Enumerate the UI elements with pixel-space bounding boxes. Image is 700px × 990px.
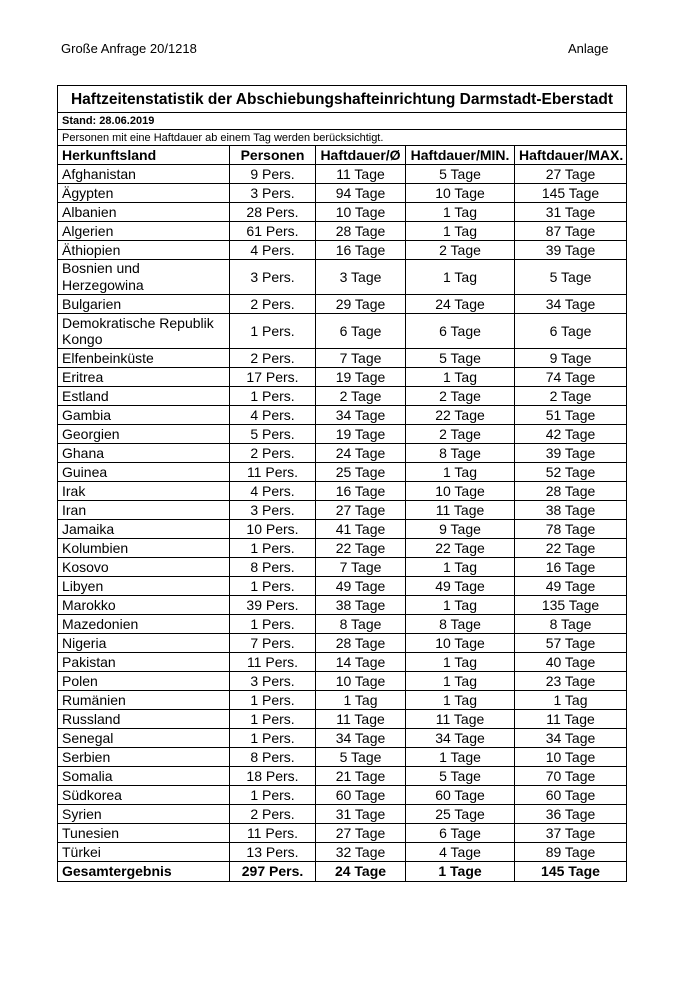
cell-persons: 8 Pers. bbox=[230, 558, 316, 577]
cell-min-duration: 8 Tage bbox=[406, 615, 515, 634]
cell-avg-duration: 19 Tage bbox=[316, 368, 406, 387]
table-row bbox=[58, 295, 627, 314]
cell-country: Iran bbox=[58, 501, 230, 520]
table-row bbox=[58, 425, 627, 444]
cell-persons: 1 Pers. bbox=[230, 539, 316, 558]
cell-min-duration: 1 Tag bbox=[406, 368, 515, 387]
cell-min-duration: 34 Tage bbox=[406, 729, 515, 748]
cell-min-duration: 24 Tage bbox=[406, 295, 515, 314]
cell-country: Ghana bbox=[58, 444, 230, 463]
table-row bbox=[58, 767, 627, 786]
cell-country: Gambia bbox=[58, 406, 230, 425]
cell-min-duration: 6 Tage bbox=[406, 314, 515, 349]
cell-max-duration: 34 Tage bbox=[515, 729, 627, 748]
table-row bbox=[58, 203, 627, 222]
cell-persons: 39 Pers. bbox=[230, 596, 316, 615]
cell-min-duration: 49 Tage bbox=[406, 577, 515, 596]
cell-avg-duration: 38 Tage bbox=[316, 596, 406, 615]
cell-persons: 4 Pers. bbox=[230, 406, 316, 425]
table-row bbox=[58, 501, 627, 520]
cell-avg-duration: 34 Tage bbox=[316, 406, 406, 425]
cell-persons: 4 Pers. bbox=[230, 241, 316, 260]
table-row bbox=[58, 444, 627, 463]
cell-avg-duration: 6 Tage bbox=[316, 314, 406, 349]
column-header-max-duration: Haftdauer/MAX. bbox=[515, 146, 627, 165]
cell-avg-duration: 14 Tage bbox=[316, 653, 406, 672]
table-row bbox=[58, 843, 627, 862]
cell-country: Russland bbox=[58, 710, 230, 729]
cell-max-duration: 28 Tage bbox=[515, 482, 627, 501]
table-note: Personen mit eine Haftdauer ab einem Tag werden berücksichtigt. bbox=[58, 130, 627, 146]
cell-persons: 28 Pers. bbox=[230, 203, 316, 222]
cell-avg-duration: 11 Tage bbox=[316, 710, 406, 729]
cell-country: Bosnien und Herzegowina bbox=[58, 260, 230, 295]
cell-min-duration: 2 Tage bbox=[406, 387, 515, 406]
cell-country: Polen bbox=[58, 672, 230, 691]
cell-avg-duration: 2 Tage bbox=[316, 387, 406, 406]
cell-min-duration: 22 Tage bbox=[406, 539, 515, 558]
cell-persons: 1 Pers. bbox=[230, 615, 316, 634]
table-row bbox=[58, 615, 627, 634]
cell-persons: 5 Pers. bbox=[230, 425, 316, 444]
cell-persons: 2 Pers. bbox=[230, 444, 316, 463]
total-cell-persons: 297 Pers. bbox=[230, 862, 316, 882]
cell-country: Somalia bbox=[58, 767, 230, 786]
cell-persons: 18 Pers. bbox=[230, 767, 316, 786]
table-row bbox=[58, 482, 627, 501]
cell-max-duration: 52 Tage bbox=[515, 463, 627, 482]
cell-persons: 1 Pers. bbox=[230, 577, 316, 596]
cell-min-duration: 1 Tag bbox=[406, 260, 515, 295]
cell-max-duration: 36 Tage bbox=[515, 805, 627, 824]
cell-persons: 7 Pers. bbox=[230, 634, 316, 653]
cell-max-duration: 1 Tag bbox=[515, 691, 627, 710]
cell-persons: 2 Pers. bbox=[230, 295, 316, 314]
cell-max-duration: 60 Tage bbox=[515, 786, 627, 805]
cell-avg-duration: 11 Tage bbox=[316, 165, 406, 184]
cell-avg-duration: 49 Tage bbox=[316, 577, 406, 596]
cell-min-duration: 1 Tag bbox=[406, 463, 515, 482]
total-cell-min-duration: 1 Tage bbox=[406, 862, 515, 882]
detention-statistics-table bbox=[57, 85, 627, 882]
cell-max-duration: 10 Tage bbox=[515, 748, 627, 767]
table-row bbox=[58, 165, 627, 184]
table-row bbox=[58, 729, 627, 748]
cell-country: Algerien bbox=[58, 222, 230, 241]
cell-avg-duration: 7 Tage bbox=[316, 558, 406, 577]
cell-min-duration: 5 Tage bbox=[406, 767, 515, 786]
table-row bbox=[58, 222, 627, 241]
cell-min-duration: 9 Tage bbox=[406, 520, 515, 539]
cell-min-duration: 5 Tage bbox=[406, 349, 515, 368]
cell-min-duration: 1 Tage bbox=[406, 748, 515, 767]
cell-country: Nigeria bbox=[58, 634, 230, 653]
cell-max-duration: 51 Tage bbox=[515, 406, 627, 425]
cell-min-duration: 60 Tage bbox=[406, 786, 515, 805]
cell-max-duration: 38 Tage bbox=[515, 501, 627, 520]
cell-min-duration: 25 Tage bbox=[406, 805, 515, 824]
cell-country: Südkorea bbox=[58, 786, 230, 805]
cell-avg-duration: 24 Tage bbox=[316, 444, 406, 463]
cell-persons: 9 Pers. bbox=[230, 165, 316, 184]
document-reference: Große Anfrage 20/1218 bbox=[61, 41, 197, 56]
cell-persons: 1 Pers. bbox=[230, 710, 316, 729]
table-row bbox=[58, 805, 627, 824]
cell-country: Elfenbeinküste bbox=[58, 349, 230, 368]
cell-max-duration: 39 Tage bbox=[515, 241, 627, 260]
cell-country: Türkei bbox=[58, 843, 230, 862]
cell-country: Mazedonien bbox=[58, 615, 230, 634]
cell-country: Estland bbox=[58, 387, 230, 406]
cell-max-duration: 2 Tage bbox=[515, 387, 627, 406]
cell-avg-duration: 22 Tage bbox=[316, 539, 406, 558]
cell-max-duration: 23 Tage bbox=[515, 672, 627, 691]
cell-max-duration: 57 Tage bbox=[515, 634, 627, 653]
total-cell-country: Gesamtergebnis bbox=[58, 862, 230, 882]
cell-max-duration: 89 Tage bbox=[515, 843, 627, 862]
cell-avg-duration: 32 Tage bbox=[316, 843, 406, 862]
cell-persons: 17 Pers. bbox=[230, 368, 316, 387]
cell-max-duration: 49 Tage bbox=[515, 577, 627, 596]
cell-country: Demokratische Republik Kongo bbox=[58, 314, 230, 349]
column-header-min-duration: Haftdauer/MIN. bbox=[406, 146, 515, 165]
cell-country: Serbien bbox=[58, 748, 230, 767]
cell-max-duration: 42 Tage bbox=[515, 425, 627, 444]
table-date: Stand: 28.06.2019 bbox=[58, 113, 627, 130]
cell-country: Kolumbien bbox=[58, 539, 230, 558]
table-row bbox=[58, 539, 627, 558]
cell-persons: 1 Pers. bbox=[230, 314, 316, 349]
cell-min-duration: 2 Tage bbox=[406, 241, 515, 260]
cell-avg-duration: 21 Tage bbox=[316, 767, 406, 786]
table-row bbox=[58, 786, 627, 805]
table-row bbox=[58, 184, 627, 203]
cell-min-duration: 1 Tag bbox=[406, 672, 515, 691]
cell-avg-duration: 28 Tage bbox=[316, 634, 406, 653]
cell-persons: 1 Pers. bbox=[230, 387, 316, 406]
table-row bbox=[58, 710, 627, 729]
cell-min-duration: 1 Tag bbox=[406, 596, 515, 615]
cell-max-duration: 70 Tage bbox=[515, 767, 627, 786]
cell-min-duration: 1 Tag bbox=[406, 222, 515, 241]
cell-country: Rumänien bbox=[58, 691, 230, 710]
table-row bbox=[58, 672, 627, 691]
cell-max-duration: 8 Tage bbox=[515, 615, 627, 634]
column-header-row bbox=[58, 146, 627, 165]
cell-max-duration: 6 Tage bbox=[515, 314, 627, 349]
cell-avg-duration: 16 Tage bbox=[316, 482, 406, 501]
table-row bbox=[58, 691, 627, 710]
column-header-persons: Personen bbox=[230, 146, 316, 165]
table-row bbox=[58, 463, 627, 482]
cell-min-duration: 10 Tage bbox=[406, 482, 515, 501]
cell-max-duration: 31 Tage bbox=[515, 203, 627, 222]
cell-country: Jamaika bbox=[58, 520, 230, 539]
cell-max-duration: 34 Tage bbox=[515, 295, 627, 314]
column-header-avg-duration: Haftdauer/Ø bbox=[316, 146, 406, 165]
cell-country: Eritrea bbox=[58, 368, 230, 387]
cell-avg-duration: 27 Tage bbox=[316, 824, 406, 843]
cell-min-duration: 1 Tag bbox=[406, 653, 515, 672]
cell-avg-duration: 5 Tage bbox=[316, 748, 406, 767]
cell-persons: 3 Pers. bbox=[230, 501, 316, 520]
cell-country: Tunesien bbox=[58, 824, 230, 843]
cell-country: Ägypten bbox=[58, 184, 230, 203]
table-row bbox=[58, 558, 627, 577]
cell-min-duration: 11 Tage bbox=[406, 501, 515, 520]
table-row bbox=[58, 596, 627, 615]
cell-country: Pakistan bbox=[58, 653, 230, 672]
cell-persons: 4 Pers. bbox=[230, 482, 316, 501]
cell-country: Guinea bbox=[58, 463, 230, 482]
table-row bbox=[58, 634, 627, 653]
cell-avg-duration: 10 Tage bbox=[316, 672, 406, 691]
cell-avg-duration: 10 Tage bbox=[316, 203, 406, 222]
cell-country: Afghanistan bbox=[58, 165, 230, 184]
cell-min-duration: 22 Tage bbox=[406, 406, 515, 425]
cell-persons: 1 Pers. bbox=[230, 691, 316, 710]
cell-country: Kosovo bbox=[58, 558, 230, 577]
cell-avg-duration: 1 Tag bbox=[316, 691, 406, 710]
cell-persons: 3 Pers. bbox=[230, 672, 316, 691]
cell-avg-duration: 27 Tage bbox=[316, 501, 406, 520]
cell-country: Bulgarien bbox=[58, 295, 230, 314]
cell-persons: 3 Pers. bbox=[230, 184, 316, 203]
cell-max-duration: 40 Tage bbox=[515, 653, 627, 672]
total-cell-max-duration: 145 Tage bbox=[515, 862, 627, 882]
cell-avg-duration: 7 Tage bbox=[316, 349, 406, 368]
table-row bbox=[58, 241, 627, 260]
cell-persons: 1 Pers. bbox=[230, 729, 316, 748]
cell-min-duration: 4 Tage bbox=[406, 843, 515, 862]
cell-country: Senegal bbox=[58, 729, 230, 748]
table-row bbox=[58, 520, 627, 539]
cell-min-duration: 11 Tage bbox=[406, 710, 515, 729]
cell-max-duration: 145 Tage bbox=[515, 184, 627, 203]
cell-max-duration: 39 Tage bbox=[515, 444, 627, 463]
cell-min-duration: 1 Tag bbox=[406, 203, 515, 222]
cell-max-duration: 16 Tage bbox=[515, 558, 627, 577]
cell-persons: 13 Pers. bbox=[230, 843, 316, 862]
cell-max-duration: 87 Tage bbox=[515, 222, 627, 241]
cell-persons: 8 Pers. bbox=[230, 748, 316, 767]
table-row bbox=[58, 406, 627, 425]
cell-persons: 3 Pers. bbox=[230, 260, 316, 295]
table-row bbox=[58, 314, 627, 349]
table-row bbox=[58, 368, 627, 387]
cell-avg-duration: 94 Tage bbox=[316, 184, 406, 203]
cell-avg-duration: 19 Tage bbox=[316, 425, 406, 444]
cell-persons: 2 Pers. bbox=[230, 349, 316, 368]
cell-persons: 11 Pers. bbox=[230, 824, 316, 843]
cell-country: Irak bbox=[58, 482, 230, 501]
cell-max-duration: 27 Tage bbox=[515, 165, 627, 184]
table-row bbox=[58, 748, 627, 767]
cell-min-duration: 1 Tag bbox=[406, 691, 515, 710]
table-row bbox=[58, 349, 627, 368]
cell-min-duration: 2 Tage bbox=[406, 425, 515, 444]
cell-min-duration: 10 Tage bbox=[406, 184, 515, 203]
cell-persons: 1 Pers. bbox=[230, 786, 316, 805]
table-row bbox=[58, 387, 627, 406]
cell-max-duration: 78 Tage bbox=[515, 520, 627, 539]
cell-max-duration: 135 Tage bbox=[515, 596, 627, 615]
cell-max-duration: 37 Tage bbox=[515, 824, 627, 843]
cell-max-duration: 74 Tage bbox=[515, 368, 627, 387]
table-row bbox=[58, 577, 627, 596]
cell-max-duration: 11 Tage bbox=[515, 710, 627, 729]
cell-avg-duration: 34 Tage bbox=[316, 729, 406, 748]
total-cell-avg-duration: 24 Tage bbox=[316, 862, 406, 882]
cell-avg-duration: 31 Tage bbox=[316, 805, 406, 824]
cell-persons: 10 Pers. bbox=[230, 520, 316, 539]
table-title: Haftzeitenstatistik der Abschiebungshafteinrichtung Darmstadt-Eberstadt bbox=[58, 86, 627, 113]
total-row bbox=[58, 862, 627, 882]
document-annex-label: Anlage bbox=[568, 41, 609, 56]
cell-min-duration: 1 Tag bbox=[406, 558, 515, 577]
cell-avg-duration: 8 Tage bbox=[316, 615, 406, 634]
cell-min-duration: 5 Tage bbox=[406, 165, 515, 184]
cell-min-duration: 10 Tage bbox=[406, 634, 515, 653]
cell-avg-duration: 60 Tage bbox=[316, 786, 406, 805]
cell-country: Äthiopien bbox=[58, 241, 230, 260]
cell-country: Marokko bbox=[58, 596, 230, 615]
table-row bbox=[58, 653, 627, 672]
cell-persons: 11 Pers. bbox=[230, 653, 316, 672]
table-row bbox=[58, 260, 627, 295]
cell-avg-duration: 41 Tage bbox=[316, 520, 406, 539]
table-row bbox=[58, 824, 627, 843]
cell-avg-duration: 28 Tage bbox=[316, 222, 406, 241]
cell-avg-duration: 3 Tage bbox=[316, 260, 406, 295]
cell-max-duration: 5 Tage bbox=[515, 260, 627, 295]
cell-country: Albanien bbox=[58, 203, 230, 222]
cell-persons: 2 Pers. bbox=[230, 805, 316, 824]
column-header-country: Herkunftsland bbox=[58, 146, 230, 165]
cell-country: Libyen bbox=[58, 577, 230, 596]
cell-max-duration: 9 Tage bbox=[515, 349, 627, 368]
cell-country: Georgien bbox=[58, 425, 230, 444]
cell-max-duration: 22 Tage bbox=[515, 539, 627, 558]
cell-avg-duration: 29 Tage bbox=[316, 295, 406, 314]
cell-country: Syrien bbox=[58, 805, 230, 824]
cell-persons: 11 Pers. bbox=[230, 463, 316, 482]
cell-avg-duration: 25 Tage bbox=[316, 463, 406, 482]
cell-min-duration: 8 Tage bbox=[406, 444, 515, 463]
cell-persons: 61 Pers. bbox=[230, 222, 316, 241]
cell-min-duration: 6 Tage bbox=[406, 824, 515, 843]
cell-avg-duration: 16 Tage bbox=[316, 241, 406, 260]
